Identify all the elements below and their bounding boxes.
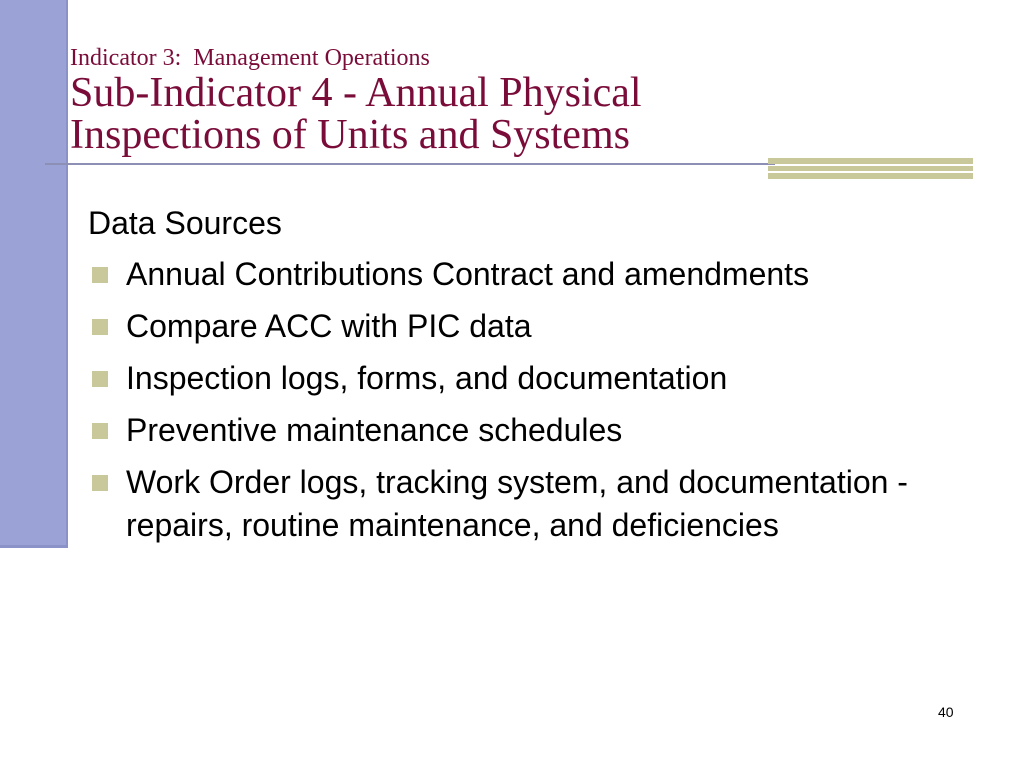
section-heading: Data Sources [88,205,282,241]
bullet-item [88,461,968,547]
slide-title-line-1: Sub-Indicator 4 - Annual Physical [70,70,642,116]
bullet-list [88,253,968,547]
stripe [768,166,973,171]
square-bullet-icon [92,371,108,387]
bullet-item [88,357,968,400]
decorative-stripes [768,158,973,179]
page-number: 40 [938,704,954,720]
bullet-text: Annual Contributions Contract and amendments [126,256,810,292]
slide-subtitle: Indicator 3: Management Operations [70,45,430,71]
bullet-text: Compare ACC with PIC data [126,308,532,344]
bullet-text: Work Order logs, tracking system, and documentation - repairs, routine maintenance, and deficiencies [126,464,908,543]
square-bullet-icon [92,319,108,335]
stripe [768,158,973,164]
square-bullet-icon [92,475,108,491]
left-accent-bar [0,0,68,548]
bullet-text: Inspection logs, forms, and documentation [126,360,728,396]
square-bullet-icon [92,423,108,439]
bullet-item [88,305,968,348]
title-underline [45,163,775,165]
square-bullet-icon [92,267,108,283]
bullet-item [88,253,968,296]
slide-title-line-2: Inspections of Units and Systems [70,112,630,158]
title-block [70,44,790,156]
slide-body [88,203,968,556]
bullet-text: Preventive maintenance schedules [126,412,623,448]
bullet-item [88,409,968,452]
stripe [768,173,973,179]
